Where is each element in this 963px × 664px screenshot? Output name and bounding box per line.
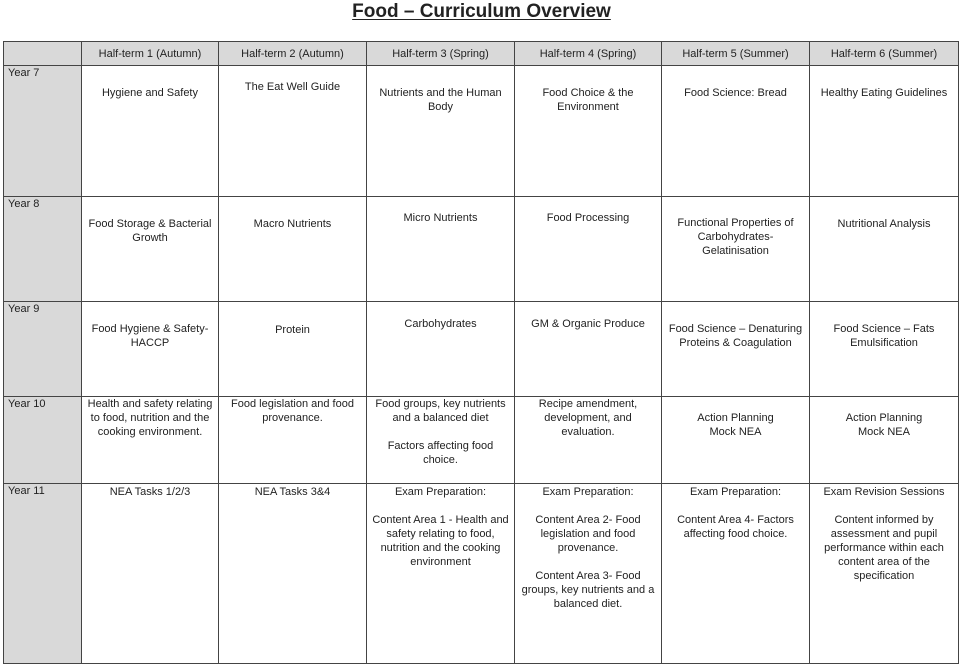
cell-text: Food Hygiene & Safety-HACCP — [91, 323, 209, 349]
column-header: Half-term 2 (Autumn) — [219, 42, 367, 66]
table-cell — [82, 397, 219, 484]
cell-text: Carbohydrates — [404, 318, 477, 330]
table-cell — [515, 484, 662, 664]
table-cell — [515, 302, 662, 397]
cell-text: Hygiene and Safety — [101, 87, 198, 99]
table-row — [4, 66, 959, 197]
table-row — [4, 484, 959, 664]
table-cell — [367, 197, 515, 302]
table-cell — [367, 484, 515, 664]
column-header: Half-term 3 (Spring) — [367, 42, 515, 66]
table-cell — [82, 484, 219, 664]
header-row — [4, 42, 959, 66]
table-cell — [810, 397, 959, 484]
cell-text: Food Processing — [546, 212, 630, 224]
table-cell — [810, 66, 959, 197]
cell-text: Food groups, key nutrients and a balanced diet Factors affecting food choice. — [375, 398, 506, 466]
row-header: Year 11 — [4, 484, 82, 664]
cell-text: Food Storage & Bacterial Growth — [88, 218, 212, 244]
cell-text: Exam Preparation: Content Area 1 - Health and safety relating to food, nutrition and the cooking environment — [372, 486, 509, 568]
cell-text: Action Planning Mock NEA — [845, 412, 923, 438]
table-cell — [515, 197, 662, 302]
table-cell — [82, 66, 219, 197]
cell-text: Exam Preparation: Content Area 2- Food legislation and food provenance. Content Area 3- Food groups, key nutrients and a balanced diet. — [521, 486, 655, 610]
table-cell — [662, 397, 810, 484]
column-header: Half-term 4 (Spring) — [515, 42, 662, 66]
column-header: Half-term 5 (Summer) — [662, 42, 810, 66]
table-cell — [515, 66, 662, 197]
document-title-text: Food – Curriculum Overview — [352, 1, 611, 22]
cell-text: Action Planning Mock NEA — [697, 412, 774, 438]
cell-text: GM & Organic Produce — [531, 318, 645, 330]
row-header: Year 9 — [4, 302, 82, 397]
cell-text: Nutrients and the Human Body — [379, 87, 502, 113]
table-cell — [367, 66, 515, 197]
table-cell — [219, 397, 367, 484]
cell-text: Micro Nutrients — [403, 212, 478, 224]
table-cell — [219, 197, 367, 302]
cell-text: The Eat Well Guide — [244, 81, 341, 93]
corner-cell — [4, 42, 82, 66]
cell-text: Food Science – Denaturing Proteins & Coagulation — [668, 323, 803, 349]
table-cell — [367, 302, 515, 397]
table-cell — [810, 302, 959, 397]
cell-text: Food legislation and food provenance. — [231, 398, 354, 424]
table-cell — [662, 197, 810, 302]
table-cell — [219, 484, 367, 664]
cell-text: Food Science: Bread — [684, 87, 787, 99]
cell-text: Food Science – Fats Emulsification — [833, 323, 935, 349]
cell-text: Food Choice & the Environment — [542, 87, 634, 113]
table-cell — [810, 197, 959, 302]
document-title — [0, 1, 963, 23]
cell-text: Protein — [275, 324, 310, 336]
cell-text: Macro Nutrients — [253, 218, 332, 230]
column-header: Half-term 1 (Autumn) — [82, 42, 219, 66]
table-cell — [662, 302, 810, 397]
table-cell — [219, 66, 367, 197]
table-row — [4, 197, 959, 302]
table-row — [4, 397, 959, 484]
table-cell — [367, 397, 515, 484]
table-cell — [219, 302, 367, 397]
table-cell — [82, 302, 219, 397]
table-cell — [810, 484, 959, 664]
cell-text: Nutritional Analysis — [837, 218, 931, 230]
cell-text: Healthy Eating Guidelines — [820, 87, 948, 99]
table-cell — [515, 397, 662, 484]
row-header: Year 8 — [4, 197, 82, 302]
column-header: Half-term 6 (Summer) — [810, 42, 959, 66]
table-row — [4, 302, 959, 397]
curriculum-table — [3, 41, 959, 664]
row-header: Year 10 — [4, 397, 82, 484]
cell-text: Exam Revision Sessions Content informed by assessment and pupil performance within each content area of the specification — [823, 486, 945, 582]
table-cell — [662, 66, 810, 197]
cell-text: NEA Tasks 1/2/3 — [109, 486, 191, 498]
cell-text: Functional Properties of Carbohydrates-Gelatinisation — [677, 217, 794, 257]
cell-text: Exam Preparation: Content Area 4- Factors affecting food choice. — [677, 486, 794, 540]
table-cell — [662, 484, 810, 664]
cell-text: Recipe amendment, development, and evaluation. — [538, 398, 638, 438]
cell-text: Health and safety relating to food, nutrition and the cooking environment. — [87, 398, 213, 438]
table-cell — [82, 197, 219, 302]
cell-text: NEA Tasks 3&4 — [254, 486, 331, 498]
row-header: Year 7 — [4, 66, 82, 197]
